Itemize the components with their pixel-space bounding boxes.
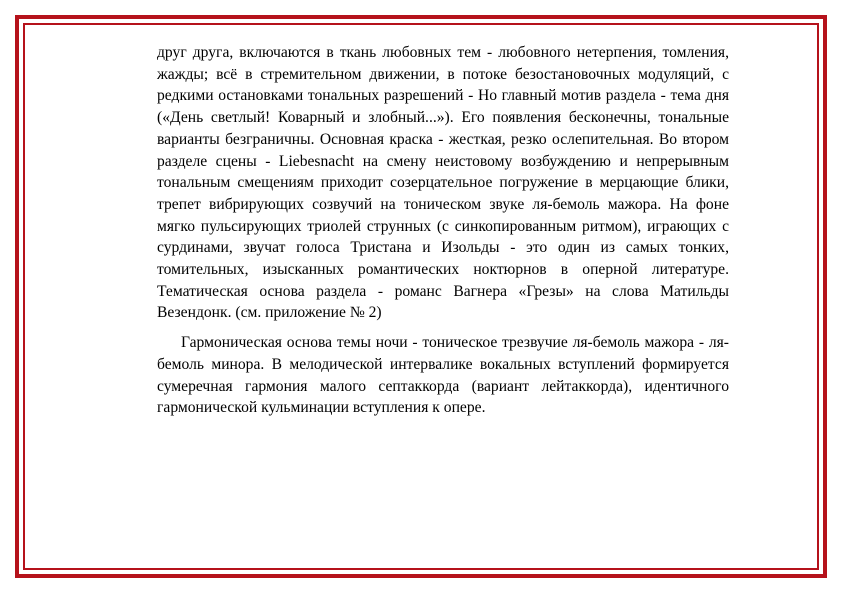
paragraph-1: друг друга, включаются в ткань любовных тем - любовного нетерпения, томления, жажды; всё в стремительном движении, в потоке безостановочных модуляций, с редкими остановками тональных разрешений - Но главный мотив раздела - тема дня («День светлый! Коварный и злобный...»). Его появления бесконечны, тональные варианты безграничны. Основная краска - жесткая, резко ослепительная. Во втором разделе сцены - Liebesnacht на смену неистовому возбуждению и непрерывным тональным смещениям приходит созерцательное погружение в мерцающие блики, трепет вибрирующих созвучий на тоническом звуке ля-бемоль мажора. На фоне мягко пульсирующих триолей струнных (с синкопированным ритмом), играющих с сурдинами, звучат голоса Тристана и Изольды - это один из самых тонких, томительных, изысканных романтических ноктюрнов в оперной литературе. Тематическая основа раздела - романс Вагнера «Грезы» на слова Матильды Везендонк. (см. приложение № 2) [157, 44, 729, 322]
paragraph-2: Гармоническая основа темы ночи - тоническое трезвучие ля-бемоль мажора - ля-бемоль минора. В мелодической интервалике вокальных вступлений формируется сумеречная гармония малого септаккорда (вариант лейтаккорда), идентичного гармонической кульминации вступления к опере. [157, 334, 729, 417]
text-body [157, 42, 729, 419]
